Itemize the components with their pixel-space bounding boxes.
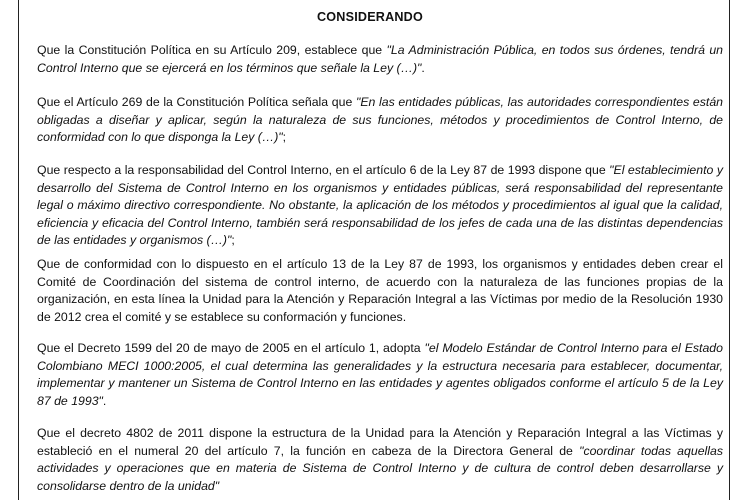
paragraph-quote: "El establecimiento y desarrollo del Sistema de Control Interno en los organismos y entidades públicas, será responsabilidad del representante legal o máximo directivo correspondiente. No obstante, la aplicación de los métodos y procedimientos al igual que la calidad, eficiencia y eficacia del Control Interno, también será responsabilidad de los jefes de cada una de las distintas dependencias de las entidades y organismos (…)" [37, 163, 723, 248]
paragraph-quote: "el Modelo Estándar de Control Interno para el Estado Colombiano MECI 1000:2005, el cual determina las generalidades y la estructura necesaria para establecer, documentar, implementar y mantener un Sistema de Control Interno en las entidades y agentes obligados conforme el artículo 5 de la Ley 87 de 1993" [37, 341, 723, 408]
paragraph-text: Que respecto a la responsabilidad del Control Interno, en el artículo 6 de la Ley 87 de 1993 dispone que [37, 163, 610, 177]
paragraph-tail: ; [282, 130, 287, 145]
paragraph-decreto-1599 [37, 340, 723, 410]
paragraph-article-209 [37, 42, 723, 77]
paragraph-article-269 [37, 94, 723, 147]
section-heading: CONSIDERANDO [317, 10, 423, 24]
left-margin-line [18, 0, 19, 500]
paragraph-tail: . [102, 393, 107, 408]
paragraph-text: Que la Constitución Política en su Artículo 209, establece que [37, 43, 387, 57]
right-margin-line [729, 0, 730, 500]
paragraph-ley-87-articulo-6 [37, 162, 723, 250]
paragraph-text: Que el Decreto 1599 del 20 de mayo de 2005 en el artículo 1, adopta [37, 341, 425, 355]
paragraph-quote: "La Administración Pública, en todos sus órdenes, tendrá un Control Interno que se ejercerá en los términos que señale la Ley (…)" [37, 43, 723, 75]
paragraph-quote: "En las entidades públicas, las autoridades correspondientes están obligadas a diseñar y aplicar, según la naturaleza de sus funciones, métodos y procedimientos de Control Interno, de conformidad con lo que disponga la Ley (…)" [37, 95, 723, 145]
paragraph-text: Que el decreto 4802 de 2011 dispone la estructura de la Unidad para la Atención y Reparación Integral a las Víctimas y estableció en el numeral 20 del artículo 7, la función en cabeza de la Directora General de [37, 426, 723, 458]
paragraph-tail: ; [231, 233, 235, 248]
paragraph-quote: "coordinar todas aquellas actividades y operaciones que en materia de Sistema de Control Interno y de cultura de control deben desarrollarse y consolidarse dentro de la unidad" [37, 443, 723, 493]
paragraph-text: Que el Artículo 269 de la Constitución Política señala que [37, 95, 356, 109]
paragraph-ley-87-articulo-13 [37, 256, 723, 326]
paragraph-decreto-4802 [37, 425, 723, 495]
paragraph-text: Que de conformidad con lo dispuesto en el artículo 13 de la Ley 87 de 1993, los organismos y entidades deben crear el Comité de Coordinación del sistema de control interno, de acuerdo con la naturaleza de las funciones propias de la organización, en esta línea la Unidad para la Atención y Reparación Integral a las Víctimas por medio de la Resolución 1930 de 2012 crea el comité y se establece su conformación y funciones. [37, 257, 723, 324]
paragraph-tail: . [421, 60, 425, 75]
